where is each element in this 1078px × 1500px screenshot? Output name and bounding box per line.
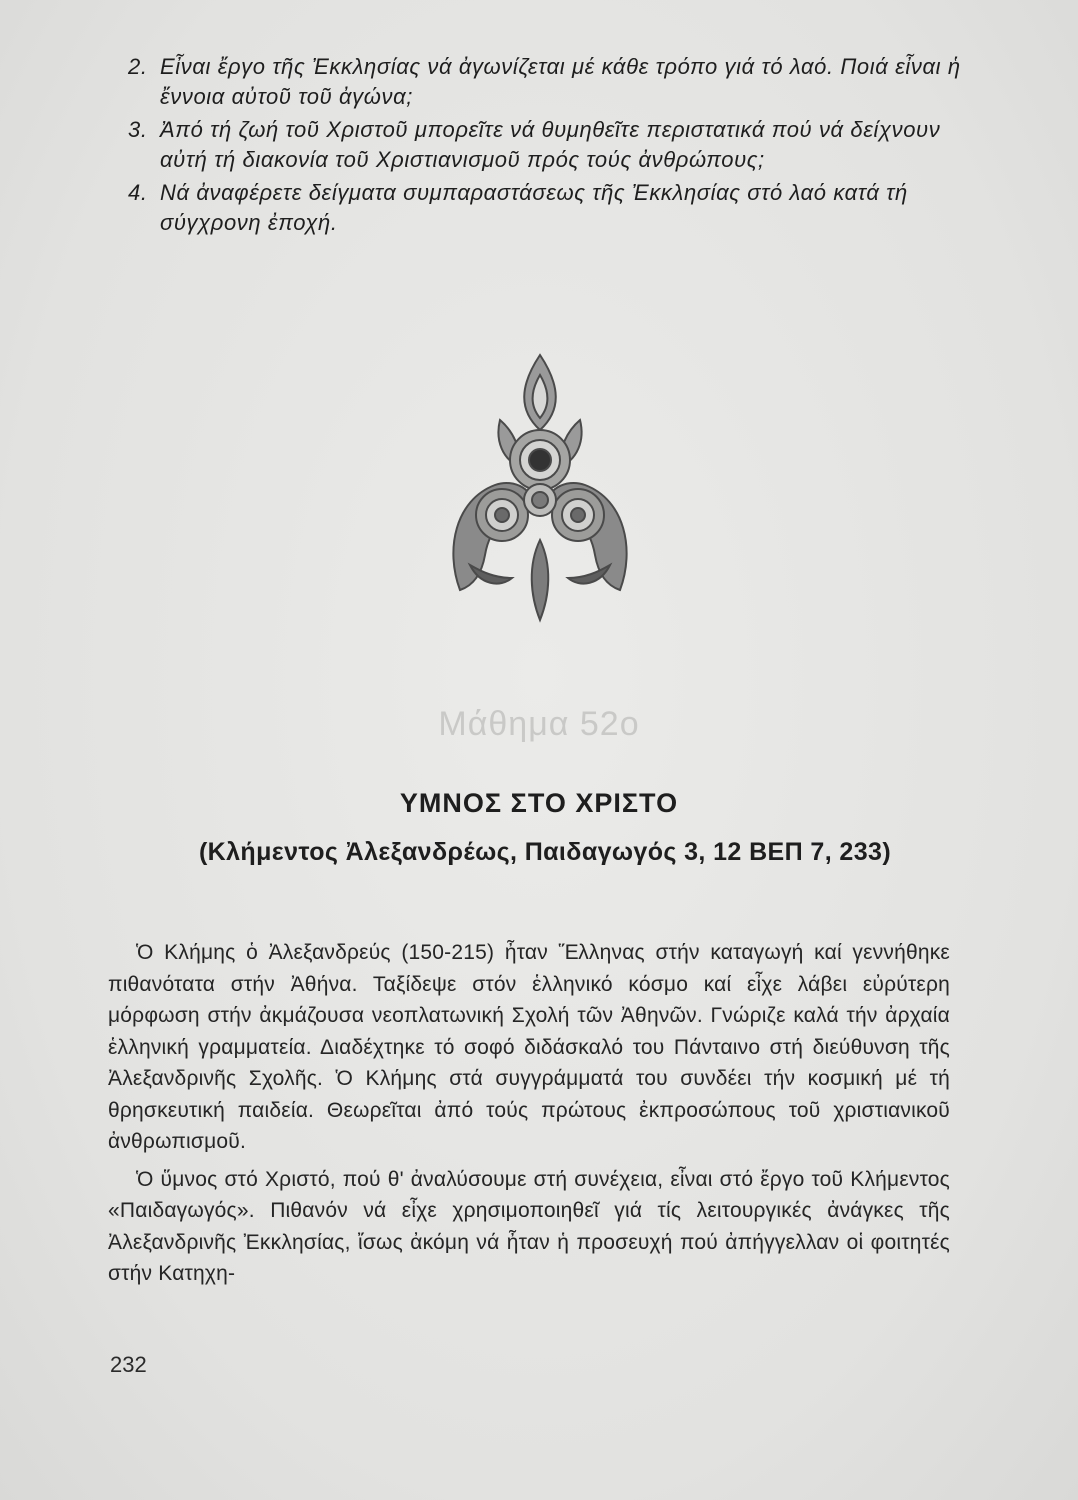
page-number: 232 bbox=[110, 1352, 147, 1377]
decorative-ornament-icon bbox=[440, 350, 640, 630]
body-text bbox=[108, 937, 950, 1296]
question-item bbox=[128, 115, 968, 175]
body-paragraph: Ὁ ὕμνος στό Χριστό, πού θ' ἀναλύσουμε στή συνέχεια, εἶναι στό ἔργο τοῦ Κλήμεντος «Παιδαγωγός». Πιθανόν νά εἶχε χρησιμοποιηθεῖ γιά τίς λειτουργικές ἀνάγκες τῆς Ἀλεξανδρινῆς Ἐκκλησίας, ἴσως ἀκόμη νά ἦταν ἡ προσευχή πού ἀπήγγελλαν οἱ φοιτητές στήν Κατηχη- bbox=[108, 1167, 950, 1285]
body-paragraph: Ὁ Κλήμης ὁ Ἀλεξανδρεύς (150-215) ἦταν Ἕλληνας στήν καταγωγή καί γεννήθηκε πιθανότατα στήν Ἀθήνα. Ταξίδεψε στόν ἑλληνικό κόσμο καί εἶχε λάβει εὐρύτερη μόρφωση στήν ἀκμάζουσα νεοπλατωνική Σχολή τῶν Ἀθηνῶν. Γνώριζε καλά τήν ἀρχαία ἑλληνική γραμματεία. Διαδέχτηκε τό σοφό διδάσκαλό του Πάνταινο στή διεύθυνση τῆς Ἀλεξανδρινῆς Σχολῆς. Ὁ Κλήμης στά συγγράμματά του συνδέει τήν κοσμική μέ τή θρησκευτική παιδεία. Θεωρεῖται ἀπό τούς πρώτους ἐκπροσώπους τοῦ χριστιανικοῦ ἀνθρωπισμοῦ. bbox=[108, 941, 950, 1153]
question-number: 2. bbox=[128, 54, 148, 79]
question-number: 3. bbox=[128, 117, 148, 142]
lesson-number: Μάθημα 52ο bbox=[438, 705, 640, 743]
question-text: Ἀπό τή ζωή τοῦ Χριστοῦ μπορεῖτε νά θυμηθεῖτε περιστατικά πού νά δείχνουν αὐτή τή διακονία τοῦ Χριστιανισμοῦ πρός τούς ἀνθρώπους; bbox=[160, 117, 941, 172]
question-number: 4. bbox=[128, 180, 148, 205]
hymn-source-subtitle: (Κλήμεντος Ἀλεξανδρέως, Παιδαγωγός 3, 12 ΒΕΠ 7, 233) bbox=[198, 838, 892, 866]
question-item bbox=[128, 178, 968, 238]
question-text: Νά ἀναφέρετε δείγματα συμπαραστάσεως τῆς Ἐκκλησίας στό λαό κατά τή σύγχρονη ἐποχή. bbox=[160, 180, 908, 235]
review-questions-list bbox=[128, 52, 968, 241]
question-item bbox=[128, 52, 968, 112]
question-text: Εἶναι ἔργο τῆς Ἐκκλησίας νά ἀγωνίζεται μέ κάθε τρόπο γιά τό λαό. Ποιά εἶναι ἡ ἔννοια αὐτοῦ τοῦ ἀγώνα; bbox=[160, 54, 961, 109]
hymn-title: ΥΜΝΟΣ ΣΤΟ ΧΡΙΣΤΟ bbox=[399, 788, 679, 818]
